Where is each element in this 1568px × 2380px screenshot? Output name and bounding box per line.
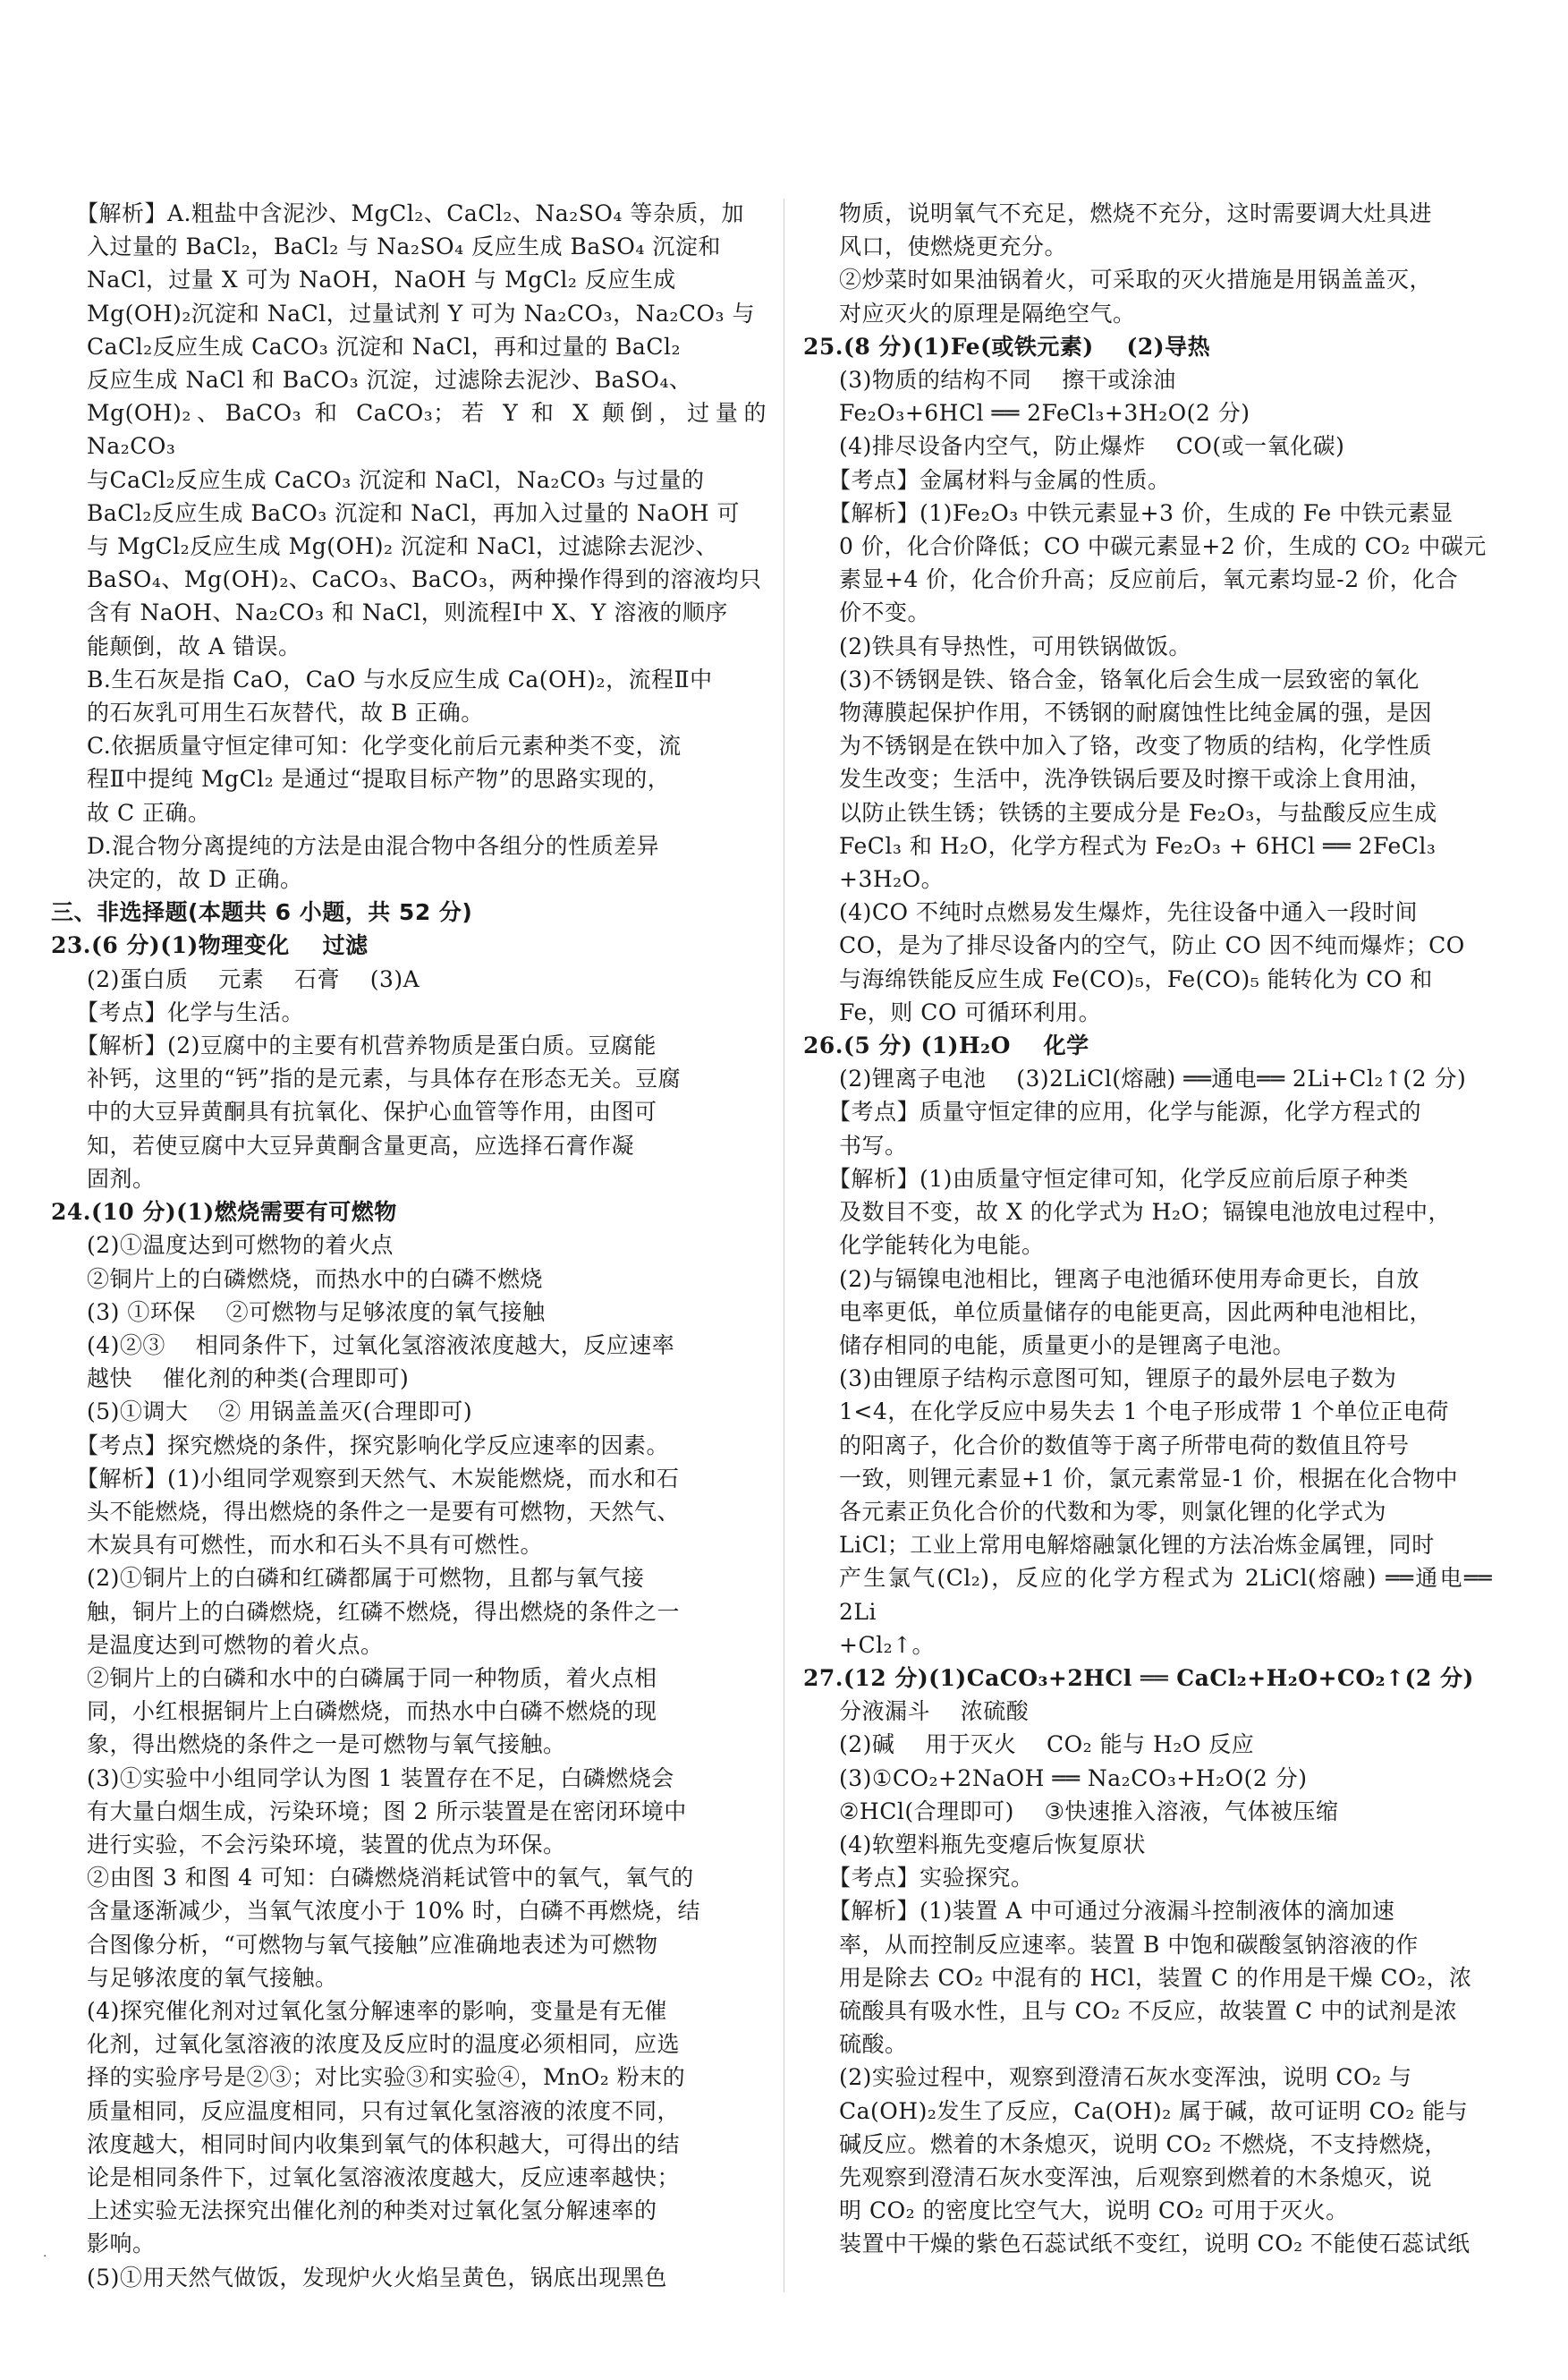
right-column-line: 硫酸具有吸水性，且与 CO₂ 不反应，故装置 C 中的试剂是浓	[839, 1997, 1458, 2024]
left-column-line: (2)蛋白质 元素 石膏 (3)A	[87, 965, 420, 992]
left-column-line: Mg(OH)₂、BaCO₃ 和 CaCO₃；若 Y 和 X 颠倒，过量的 Na₂CO₃	[87, 400, 775, 460]
right-column-line: 一致，则锂元素显+1 价，氯元素常显-1 价，根据在化合物中	[839, 1465, 1459, 1492]
right-column-line: (3)不锈钢是铁、铬合金，铬氧化后会生成一层致密的氧化	[839, 666, 1420, 693]
left-column-line: ②铜片上的白磷燃烧，而热水中的白磷不燃烧	[87, 1265, 544, 1292]
right-column-line: ②HCl(合理即可) ③快速推入溶液，气体被压缩	[839, 1798, 1339, 1824]
right-column-line: (2)锂离子电池 (3)2LiCl(熔融) ══通电══ 2Li+Cl₂↑(2 分)	[839, 1066, 1467, 1092]
right-column-line: LiCl；工业上常用电解熔融氯化锂的方法冶炼金属锂，同时	[839, 1532, 1435, 1559]
left-column-line: 程Ⅱ中提纯 MgCl₂ 是通过“提取目标产物”的思路实现的，	[87, 766, 671, 793]
left-column-line: 补钙，这里的“钙”指的是元素，与具体存在形态无关。豆腐	[87, 1066, 682, 1092]
left-column-line: 木炭具有可燃性，而水和石头不具有可燃性。	[87, 1532, 544, 1559]
left-column-line: 与CaCl₂反应生成 CaCO₃ 沉淀和 NaCl，Na₂CO₃ 与过量的	[87, 466, 705, 493]
right-column-line: (2)实验过程中，观察到澄清石灰水变浑浊，说明 CO₂ 与	[839, 2064, 1412, 2091]
left-column-line: (3)①实验中小组同学认为图 1 装置存在不足，白磷燃烧会	[87, 1764, 674, 1791]
right-column-line: (4)软塑料瓶先变瘪后恢复原状	[839, 1831, 1146, 1857]
left-column-line: 同，小红根据铜片上白磷燃烧，而热水中白磷不燃烧的现	[87, 1698, 657, 1725]
left-column-line: CaCl₂反应生成 CaCO₃ 沉淀和 NaCl，再和过量的 BaCl₂	[87, 333, 681, 360]
right-column-line: 【考点】质量守恒定律的应用，化学与能源，化学方程式的	[828, 1099, 1422, 1126]
right-column-line: CO，是为了排尽设备内的空气，防止 CO 因不纯而爆炸；CO	[839, 932, 1465, 959]
left-column-line: 24.(10 分)(1)燃烧需要有可燃物	[51, 1199, 397, 1226]
left-column-line: 上述实验无法探究出催化剂的种类对过氧化氢分解速率的	[87, 2197, 657, 2224]
right-column-line: 26.(5 分) (1)H₂O 化学	[803, 1033, 1089, 1059]
right-column-line: 用是除去 CO₂ 中混有的 HCl，装置 C 的作用是干燥 CO₂，浓	[839, 1964, 1472, 1991]
left-column-line: BaSO₄、Mg(OH)₂、CaCO₃、BaCO₃，两种操作得到的溶液均只	[87, 566, 762, 593]
left-column-line: 化剂，过氧化氢溶液的浓度及反应时的温度必须相同，应选	[87, 2031, 681, 2058]
left-column-line: 入过量的 BaCl₂，BaCl₂ 与 Na₂SO₄ 反应生成 BaSO₄ 沉淀和	[87, 234, 721, 260]
left-column-line: 触，铜片上的白磷燃烧，红磷不燃烧，得出燃烧的条件之一	[87, 1598, 681, 1625]
right-column-line: 素显+4 价，化合价升高；反应前后，氧元素均显-2 价，化合	[839, 566, 1459, 593]
right-column-line: Fe₂O₃+6HCl ══ 2FeCl₃+3H₂O(2 分)	[839, 400, 1250, 427]
left-column-line: (4)②③ 相同条件下，过氧化氢溶液浓度越大，反应速率	[87, 1331, 675, 1358]
left-column-line: 择的实验序号是②③；对比实验③和实验④，MnO₂ 粉末的	[87, 2064, 686, 2091]
right-column-line: 及数目不变，故 X 的化学式为 H₂O；镉镍电池放电过程中，	[839, 1199, 1451, 1226]
left-column-line: 越快 催化剂的种类(合理即可)	[87, 1365, 410, 1392]
left-column-line: 头不能燃烧，得出燃烧的条件之一是要有可燃物，天然气、	[87, 1498, 681, 1525]
left-column-line: (2)①温度达到可燃物的着火点	[87, 1232, 394, 1259]
right-column-line: (3)物质的结构不同 擦干或涂油	[839, 367, 1176, 394]
right-column-line: (3)由锂原子结构示意图可知，锂原子的最外层电子数为	[839, 1365, 1397, 1392]
right-column-line: 率，从而控制反应速率。装置 B 中饱和碳酸氢钠溶液的作	[839, 1931, 1419, 1958]
left-column-line: 象，得出燃烧的条件之一是可燃物与氧气接触。	[87, 1731, 566, 1758]
left-column-line: 知，若使豆腐中大豆异黄酮含量更高，应选择石膏作凝	[87, 1132, 635, 1159]
left-column-line: (3) ①环保 ②可燃物与足够浓度的氧气接触	[87, 1298, 546, 1325]
left-column	[51, 197, 775, 2294]
right-column-line: (2)与镉镍电池相比，锂离子电池循环使用寿命更长，自放	[839, 1265, 1420, 1292]
right-column-line: FeCl₃ 和 H₂O，化学方程式为 Fe₂O₃ + 6HCl ══ 2FeCl₃	[839, 832, 1437, 859]
right-column-line: 价不变。	[839, 599, 931, 626]
right-column-line: (4)排尽设备内空气，防止爆炸 CO(或一氧化碳)	[839, 433, 1345, 460]
right-column-line: 25.(8 分)(1)Fe(或铁元素) (2)导热	[803, 333, 1211, 360]
left-column-line: 【解析】A.粗盐中含泥沙、MgCl₂、CaCl₂、Na₂SO₄ 等杂质，加	[76, 200, 744, 226]
right-column-line: 分液漏斗 浓硫酸	[839, 1698, 1030, 1725]
left-column-line: 【考点】探究燃烧的条件，探究影响化学反应速率的因素。	[76, 1432, 670, 1458]
left-column-line: BaCl₂反应生成 BaCO₃ 沉淀和 NaCl，再加入过量的 NaOH 可	[87, 499, 741, 526]
left-column-line: Mg(OH)₂沉淀和 NaCl，过量试剂 Y 可为 Na₂CO₃，Na₂CO₃ 与	[87, 300, 755, 327]
right-column-line: 【解析】(1)由质量守恒定律可知，化学反应前后原子种类	[828, 1165, 1409, 1192]
left-column-line: 与足够浓度的氧气接触。	[87, 1964, 338, 1991]
right-column-line: (3)①CO₂+2NaOH ══ Na₂CO₃+H₂O(2 分)	[839, 1764, 1308, 1791]
right-column-line: 明 CO₂ 的密度比空气大，说明 CO₂ 可用于灭火。	[839, 2197, 1349, 2224]
right-column-line: 物薄膜起保护作用，不锈钢的耐腐蚀性比纯金属的强，是因	[839, 700, 1433, 727]
left-column-line: 进行实验，不会污染环境，装置的优点为环保。	[87, 1831, 566, 1857]
right-column-line: 碱反应。燃着的木条熄灭，说明 CO₂ 不燃烧，不支持燃烧，	[839, 2130, 1448, 2157]
left-column-line: 故 C 正确。	[87, 799, 211, 826]
right-column-line: 【考点】实验探究。	[828, 1865, 1034, 1891]
left-column-line: 【解析】(1)小组同学观察到天然气、木炭能燃烧，而水和石	[76, 1465, 680, 1492]
right-column-line: 以防止铁生锈；铁锈的主要成分是 Fe₂O₃，与盐酸反应生成	[839, 799, 1437, 826]
right-column-line: Fe，则 CO 可循环利用。	[839, 999, 1102, 1025]
left-column-line: 论是相同条件下，过氧化氢溶液浓度越大，反应速率越快；	[87, 2163, 681, 2190]
right-column-line: 硫酸。	[839, 2031, 908, 2058]
left-column-line: 三、非选择题(本题共 6 小题，共 52 分)	[51, 899, 473, 926]
left-column-line: NaCl，过量 X 可为 NaOH，NaOH 与 MgCl₂ 反应生成	[87, 267, 676, 293]
right-column-line: ②炒菜时如果油锅着火，可采取的灭火措施是用锅盖盖灭，	[839, 267, 1433, 293]
right-column-line: 对应灭火的原理是隔绝空气。	[839, 300, 1136, 327]
right-column-line: 1<4，在化学反应中易失去 1 个电子形成带 1 个单位正电荷	[839, 1398, 1449, 1425]
left-column-line: 固剂。	[87, 1165, 156, 1192]
left-column-line: 是温度达到可燃物的着火点。	[87, 1631, 384, 1658]
left-column-line: 质量相同，反应温度相同，只有过氧化氢溶液的浓度不同，	[87, 2097, 681, 2124]
left-column-line: 与 MgCl₂反应生成 Mg(OH)₂ 沉淀和 NaCl，过滤除去泥沙、	[87, 533, 718, 560]
right-column-line: 0 价，化合价降低；CO 中碳元素显+2 价，生成的 CO₂ 中碳元	[839, 533, 1487, 560]
left-column-line: (2)①铜片上的白磷和红磷都属于可燃物，且都与氧气接	[87, 1565, 645, 1592]
left-column-line: 合图像分析，“可燃物与氧气接触”应准确地表述为可燃物	[87, 1931, 658, 1958]
left-column-line: D.混合物分离提纯的方法是由混合物中各组分的性质差异	[87, 832, 660, 859]
right-column-line: 电率更低，单位质量储存的电能更高，因此两种电池相比，	[839, 1298, 1433, 1325]
left-column-line: 【解析】(2)豆腐中的主要有机营养物质是蛋白质。豆腐能	[76, 1033, 657, 1059]
left-column-line: (5)①调大 ② 用锅盖盖灭(合理即可)	[87, 1398, 473, 1425]
right-column-line: (2)碱 用于灭火 CO₂ 能与 H₂O 反应	[839, 1731, 1255, 1758]
right-column-line: +3H₂O。	[839, 866, 945, 893]
right-column-line: (4)CO 不纯时点燃易发生爆炸，先往设备中通入一段时间	[839, 899, 1418, 926]
page-mark: .	[43, 2246, 47, 2260]
left-column-line: 的石灰乳可用生石灰替代，故 B 正确。	[87, 700, 484, 727]
right-column-line: 装置中干燥的紫色石蕊试纸不变红，说明 CO₂ 不能使石蕊试纸	[839, 2231, 1471, 2257]
left-column-line: 浓度越大，相同时间内收集到氧气的体积越大，可得出的结	[87, 2130, 681, 2157]
right-column-line: 【解析】(1)装置 A 中可通过分液漏斗控制液体的滴加速	[828, 1898, 1395, 1925]
right-column-line: (2)铁具有导热性，可用铁锅做饭。	[839, 633, 1191, 659]
left-column-line: 能颠倒，故 A 错误。	[87, 633, 301, 659]
right-column-line: 为不锈钢是在铁中加入了铬，改变了物质的结构，化学性质	[839, 733, 1433, 760]
right-column-line: 的阳离子，化合价的数值等于离子所带电荷的数值且符号	[839, 1432, 1410, 1458]
right-column-line: 先观察到澄清石灰水变浑浊，后观察到燃着的木条熄灭，说	[839, 2163, 1433, 2190]
right-column-line: 发生改变；生活中，洗净铁锅后要及时擦干或涂上食用油，	[839, 766, 1433, 793]
right-column-line: 储存相同的电能，质量更小的是锂离子电池。	[839, 1331, 1296, 1358]
right-column-line: 物质，说明氧气不充足，燃烧不充分，这时需要调大灶具进	[839, 200, 1433, 226]
right-column-line: 产生氯气(Cl₂)，反应的化学方程式为 2LiCl(熔融) ══通电══ 2Li	[839, 1565, 1500, 1625]
left-column-line: 含有 NaOH、Na₂CO₃ 和 NaCl，则流程Ⅰ中 X、Y 溶液的顺序	[87, 599, 728, 626]
left-column-line: C.依据质量守恒定律可知：化学变化前后元素种类不变，流	[87, 733, 682, 760]
right-column	[803, 197, 1500, 2261]
left-column-line: 影响。	[87, 2231, 156, 2257]
left-column-line: ②铜片上的白磷和水中的白磷属于同一种物质，着火点相	[87, 1664, 657, 1691]
left-column-line: 决定的，故 D 正确。	[87, 866, 303, 893]
right-column-line: 27.(12 分)(1)CaCO₃+2HCl ══ CaCl₂+H₂O+CO₂↑(2 分)	[803, 1664, 1474, 1691]
right-column-line: 书写。	[839, 1132, 908, 1159]
left-column-line: 反应生成 NaCl 和 BaCO₃ 沉淀，过滤除去泥沙、BaSO₄、	[87, 367, 692, 394]
left-column-line: ②由图 3 和图 4 可知：白磷燃烧消耗试管中的氧气，氧气的	[87, 1865, 694, 1891]
right-column-line: 【考点】金属材料与金属的性质。	[828, 466, 1171, 493]
right-column-line: 化学能转化为电能。	[839, 1232, 1045, 1259]
right-column-line: 各元素正负化合价的代数和为零，则氯化锂的化学式为	[839, 1498, 1387, 1525]
left-column-line: (5)①用天然气做饭，发现炉火火焰呈黄色，锅底出现黑色	[87, 2264, 667, 2291]
right-column-line: 【解析】(1)Fe₂O₃ 中铁元素显+3 价，生成的 Fe 中铁元素显	[828, 499, 1454, 526]
left-column-line: 中的大豆异黄酮具有抗氧化、保护心血管等作用，由图可	[87, 1099, 657, 1126]
left-column-line: B.生石灰是指 CaO，CaO 与水反应生成 Ca(OH)₂，流程Ⅱ中	[87, 666, 713, 693]
left-column-line: 23.(6 分)(1)物理变化 过滤	[51, 932, 369, 959]
left-column-line: 有大量白烟生成，污染环境；图 2 所示装置是在密闭环境中	[87, 1798, 687, 1824]
left-column-line: 【考点】化学与生活。	[76, 999, 305, 1025]
left-column-line: (4)探究催化剂对过氧化氢分解速率的影响，变量是有无催	[87, 1997, 667, 2024]
right-column-line: Ca(OH)₂发生了反应，Ca(OH)₂ 属于碱，故可证明 CO₂ 能与	[839, 2097, 1469, 2124]
right-column-line: +Cl₂↑。	[839, 1631, 936, 1658]
right-column-line: 与海绵铁能反应生成 Fe(CO)₅，Fe(CO)₅ 能转化为 CO 和	[839, 965, 1433, 992]
left-column-line: 含量逐渐减少，当氧气浓度小于 10% 时，白磷不再燃烧，结	[87, 1898, 700, 1925]
right-column-line: 风口，使燃烧更充分。	[839, 234, 1068, 260]
